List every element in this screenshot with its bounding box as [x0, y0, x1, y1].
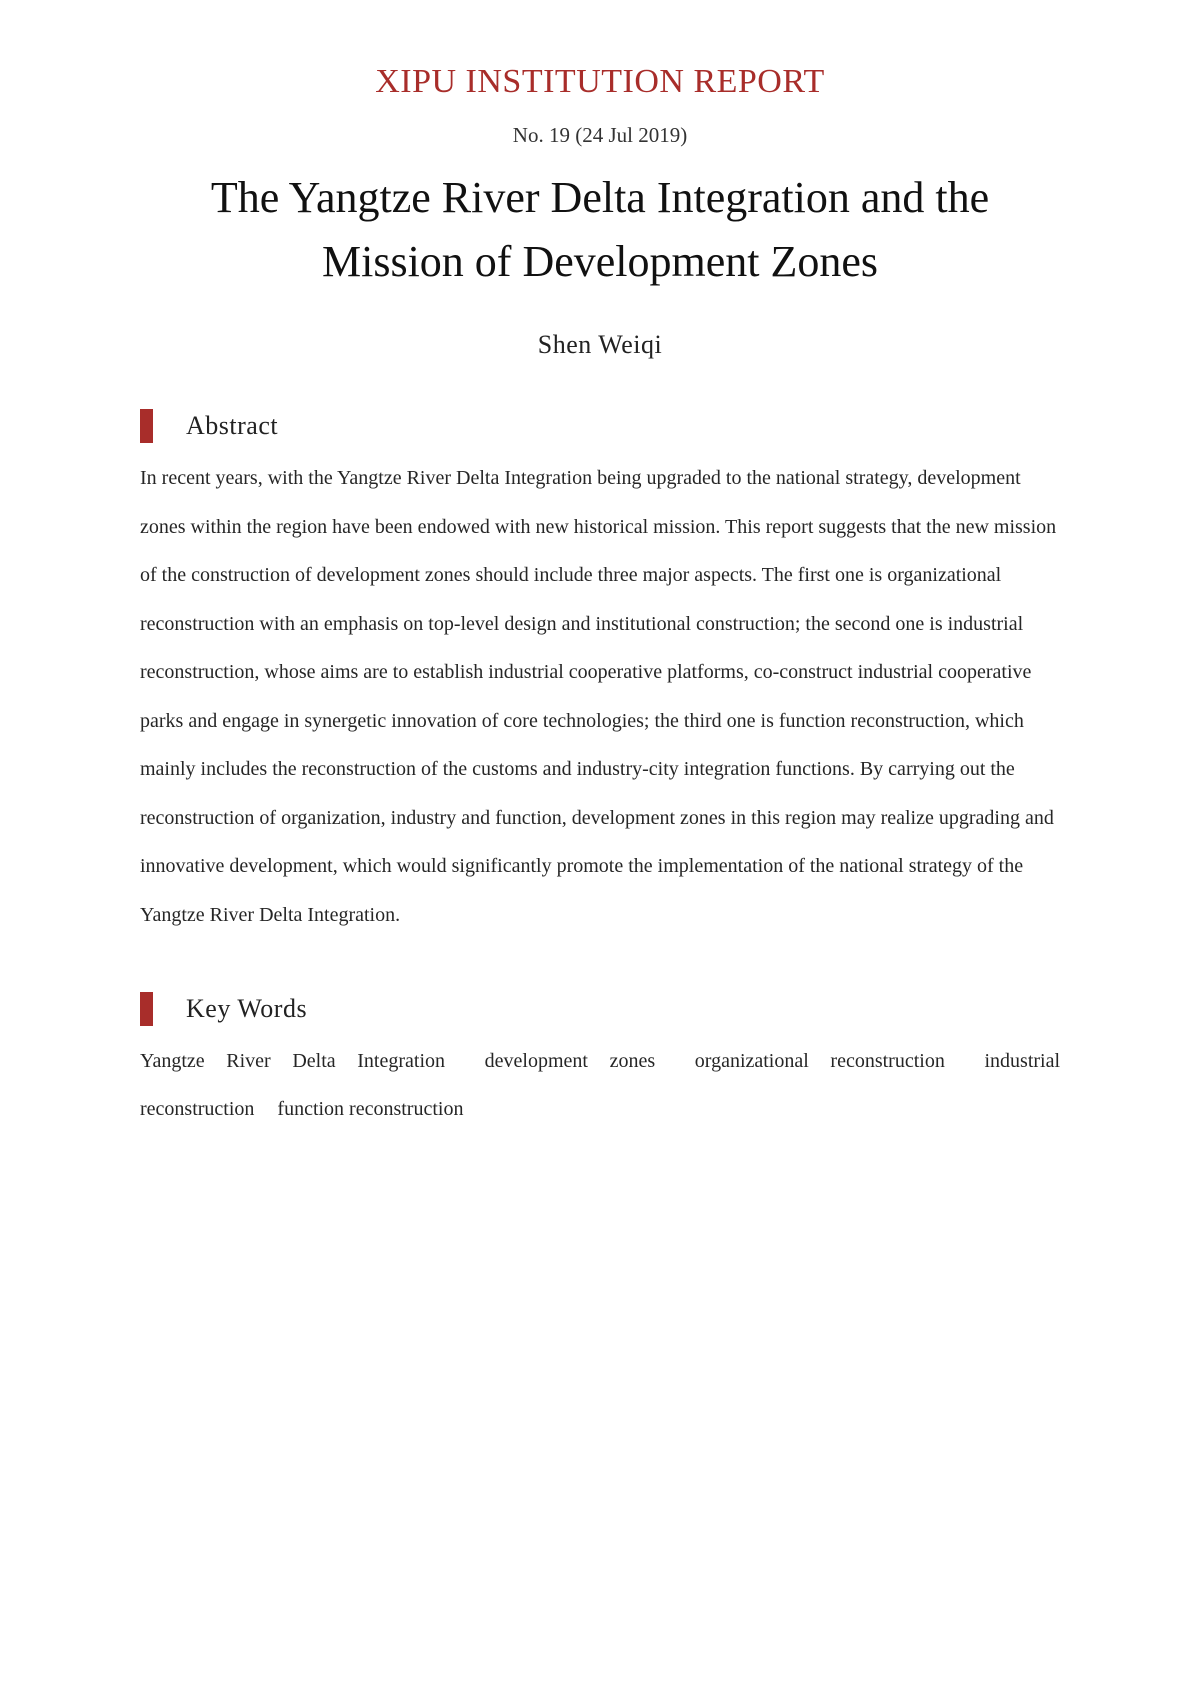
document-title: The Yangtze River Delta Integration and the Mission of Development Zones: [210, 173, 990, 286]
section-marker-bar: [140, 409, 153, 443]
keywords-heading-label: Key Words: [186, 994, 308, 1023]
author-name: Shen Weiqi: [537, 330, 663, 359]
keywords-list: [140, 1037, 1060, 1133]
issue-number: No. 19 (24 Jul 2019): [512, 123, 688, 147]
section-marker-bar: [140, 992, 153, 1026]
keywords-heading: [140, 991, 1060, 1027]
abstract-heading: [140, 408, 1060, 444]
keyword-item: development zones: [484, 1050, 656, 1072]
keyword-item: function reconstruction: [277, 1098, 464, 1120]
abstract-heading-label: Abstract: [186, 411, 279, 440]
keyword-item: industrial reconstruction: [140, 1050, 1061, 1120]
report-masthead: XIPU INSTITUTION REPORT: [375, 63, 825, 100]
keyword-item: Yangtze River Delta Integration: [140, 1050, 446, 1072]
keyword-item: organizational reconstruction: [694, 1050, 945, 1072]
abstract-text: In recent years, with the Yangtze River Delta Integration being upgraded to the national strategy, development zones within the region have been endowed with new historical mission. This report suggests that the new mission of the construction of development zones should include three major aspects. The first one is organizational reconstruction with an emphasis on top-level design and institutional construction; the second one is industrial reconstruction, whose aims are to establish industrial cooperative platforms, co-construct industrial cooperative parks and engage in synergetic innovation of core technologies; the third one is function reconstruction, which mainly includes the reconstruction of the customs and industry-city integration functions. By carrying out the reconstruction of organization, industry and function, development zones in this region may realize upgrading and innovative development, which would significantly promote the implementation of the national strategy of the Yangtze River Delta Integration.: [140, 467, 1057, 926]
